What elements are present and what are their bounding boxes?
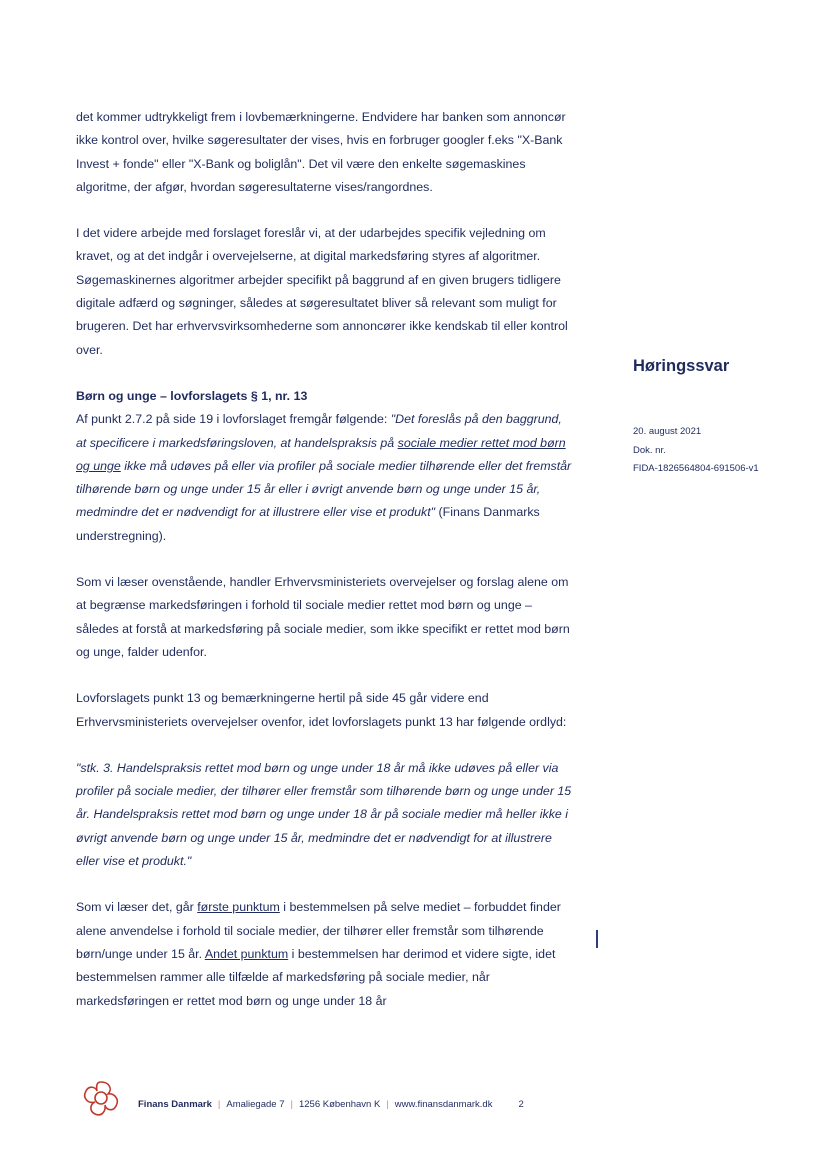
page-number: 2 [518, 1099, 524, 1110]
quote-part-b: ikke må udøves på eller via profiler på sociale medier tilhørende eller det fremstår tilhørende børn og unge under 15 år eller i øvrigt anvende børn og unge under 15 år, medmindre det er nødvendigt for at illustrere eller vise et produkt" [76, 458, 572, 520]
footer-separator: | [217, 1099, 221, 1110]
document-date: 20. august 2021 [633, 426, 702, 437]
paragraph-4: Som vi læser ovenstående, handler Erhvervsministeriets overvejelser og forslag alene om at begrænse markedsføringen i forhold til sociale medier rettet mod børn og unge – således at forstå at markedsføring på sociale medier, som ikke specifikt er rettet mod børn og unge, falder udenfor. [76, 575, 570, 659]
document-type-title: Høringssvar [633, 357, 730, 375]
footer-separator: | [290, 1099, 293, 1110]
footer-city: 1256 København K [298, 1099, 381, 1110]
paragraph-7-b: i bestemmelsen på selve mediet – forbuddet finder alene anvendelse i forhold til sociale medier, der tilhører eller fremstår som tilhørende børn/unge under 15 år. [76, 900, 561, 961]
footer-separator: | [386, 1099, 389, 1110]
footer-brand: Finans Danmark [138, 1099, 212, 1110]
paragraph-7-a: Som vi læser det, går [76, 900, 198, 915]
paragraph-2: I det videre arbejde med forslaget foreslår vi, at der udarbejdes specifik vejledning om kravet, og at det indgår i overvejelserne, at digital markedsføring styres af algoritmer. Søgemaskinernes algoritmer arbejder specifikt på baggrund af en given brugers tidligere digitale adfærd og søgninger, således at søgeresultatet bliver så relevant som muligt for brugeren. Det har erhvervsvirksomhederne som annoncører ikke kendskab til eller kontrol over. [76, 226, 568, 357]
paragraph-3-intro: Af punkt 2.7.2 på side 19 i lovforslaget fremgår følgende: [76, 412, 391, 427]
paragraph-7 [76, 896, 572, 1012]
paragraph-1: det kommer udtrykkeligt frem i lovbemærkningerne. Endvidere har banken som annoncør ikke kontrol over, hvilke søgeresultater der vises, hvis en forbruger googler f.eks "X-Bank Invest + fonde" eller "X-Bank og boliglån". Det vil være den enkelte søgemaskines algoritme, der afgør, hvordan søgeresultaterne vises/rangordnes. [76, 110, 566, 194]
finans-danmark-logo-icon [80, 1079, 122, 1119]
quote-part-a: "Det foreslås på den baggrund, at specificere i markedsføringsloven, at handelspraksis på [76, 412, 562, 450]
page-footer [80, 1079, 600, 1119]
footer-address: Amaliegade 7 [226, 1099, 285, 1110]
paragraph-3 [76, 408, 572, 548]
section-heading: Børn og unge – lovforslagets § 1, nr. 13 [76, 388, 308, 403]
footer-website-link[interactable]: www.finansdanmark.dk [394, 1099, 493, 1110]
margin-mark [596, 930, 598, 948]
document-id: FIDA-1826564804-691506-v1 [633, 463, 759, 474]
main-text [76, 106, 572, 1013]
footer-text [138, 1099, 524, 1110]
document-meta [633, 423, 759, 479]
underlined-first-clause: første punktum [197, 900, 280, 915]
underlined-second-clause: Andet punktum [204, 946, 289, 961]
law-quote: "stk. 3. Handelspraksis rettet mod børn og unge under 18 år må ikke udøves på eller via profiler på sociale medier, der tilhører eller fremstår som tilhørende børn og unge under 15 år. Handelspraksis rettet mod børn og unge under 18 år på sociale medier må heller ikke i øvrigt anvende børn og unge under 15 år, medmindre det er nødvendigt for at illustrere eller vise et produkt." [76, 760, 572, 869]
paragraph-7-c: i bestemmelsen har derimod et videre sigte, idet bestemmelsen rammer alle tilfælde af markedsføring på sociale medier, når markedsføringen er rettet mod børn og unge under 18 år [76, 946, 556, 1008]
paragraph-3-tail: (Finans Danmarks understregning). [76, 505, 540, 543]
quote-underlined: sociale medier rettet mod børn og unge [76, 435, 566, 473]
document-number-label: Dok. nr. [633, 444, 666, 456]
paragraph-5: Lovforslagets punkt 13 og bemærkningerne hertil på side 45 går videre end Erhvervsministeriets overvejelser ovenfor, idet lovforslagets punkt 13 har følgende ordlyd: [76, 691, 567, 729]
